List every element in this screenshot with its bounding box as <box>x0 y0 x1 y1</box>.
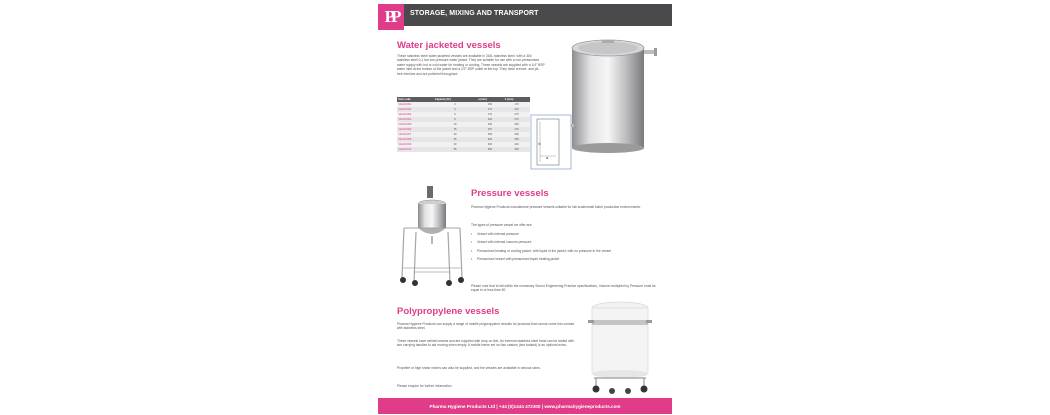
dimension-label-a: a <box>546 155 549 160</box>
table-cell: 330 <box>503 147 530 152</box>
pressure-vessel-image <box>400 184 464 286</box>
table-cell: 440 <box>503 142 530 147</box>
list-item: • Pressurised heating or cooling jacket, with liquid in the jacket, with no pressure in the vessel <box>471 249 656 253</box>
dimension-diagram <box>530 114 572 170</box>
list-item: • Pressurised vessel with pressurised liquid heating jacket <box>471 257 656 261</box>
water-heading: Water jacketed vessels <box>397 40 501 51</box>
list-item: • Vessel with internal pressure <box>471 232 656 236</box>
table-cell: 25 <box>433 137 476 142</box>
poly-paragraph-3: Propeller or high shear mixers can also be supplied, and the vessels are available in various sizes. <box>397 366 541 370</box>
poly-paragraph-2: These vessels have welded seams and are supplied with drop on lids. An external stainless steel band can be added with two carrying handles to aid moving when empty. A mobile frame set on four castors (two braked) is an optional extra. <box>397 339 575 348</box>
table-cell: 300 <box>477 137 503 142</box>
pressure-note: Please note that to fall within the necessary Sound Engineering Practice specifications, Volume multiplied by Pressure must be equal to or less than 50. <box>471 284 656 293</box>
table-cell: 6 <box>433 112 476 117</box>
table-cell: VELWJ009 <box>397 142 433 147</box>
table-cell: VELWJ003 <box>397 112 433 117</box>
table-row <box>397 147 530 152</box>
polypropylene-vessel-image <box>588 300 652 396</box>
table-cell: 170 <box>477 112 503 117</box>
water-body: These stainless steel water jacketed vessels are available in 316L stainless steel, with a 304 stainless steel 0.1 bar low pressure water jacket. They are suitable for use with a non-pressurised water supply with hot or cold water for heating or cooling. These vessels are supplied with a 1/4" BSP water inlet at the bottom of the jacket and a 1/2" BSP outlet at the top. They have crevice- and pit-free interiors and are polished throughout. <box>397 54 545 76</box>
table-cell: 200 <box>477 122 503 127</box>
header-title: STORAGE, MIXING AND TRANSPORT <box>410 10 539 17</box>
table-cell: 30 <box>433 142 476 147</box>
header-bar <box>378 4 672 26</box>
list-item: • Vessel with internal vacuum pressure <box>471 240 656 244</box>
footer-contact: Pharma Hygiene Products Ltd | +44 (0)1444 472300 | www.pharmahygieneproducts.com <box>429 403 621 409</box>
table-cell: 257 <box>477 127 503 132</box>
table-cell: 200 <box>477 117 503 122</box>
table-cell: VELWJ002 <box>397 107 433 112</box>
brochure-page <box>378 0 672 415</box>
table-cell: 3 <box>433 102 476 107</box>
pressure-heading: Pressure vessels <box>471 188 549 199</box>
table-cell: 10 <box>433 122 476 127</box>
table-cell: 270 <box>503 112 530 117</box>
footer-bar <box>378 398 672 414</box>
brand-logo: PP <box>378 4 404 30</box>
dimension-label-b: b <box>538 141 541 146</box>
table-cell: 300 <box>503 132 530 137</box>
table-cell: 300 <box>477 142 503 147</box>
table-cell: 270 <box>503 117 530 122</box>
table-cell: VELWJ007 <box>397 132 433 137</box>
poly-paragraph-4: Please enquire for further information. <box>397 384 453 388</box>
table-cell: VELWJ005 <box>397 122 433 127</box>
poly-heading: Polypropylene vessels <box>397 306 500 317</box>
pressure-intro: Pharma Hygiene Products manufacture pressure vessels suitable for lab scale/small batch production environments. <box>471 205 641 209</box>
table-cell: 150 <box>477 102 503 107</box>
table-cell: 170 <box>477 107 503 112</box>
table-cell: VELWJ008 <box>397 137 433 142</box>
table-cell: 350 <box>477 147 503 152</box>
table-cell: 295 <box>477 132 503 137</box>
pressure-types-list <box>471 232 656 266</box>
table-cell: 360 <box>503 137 530 142</box>
table-cell: 5 <box>433 107 476 112</box>
table-header-row: Item code Capacity (ltr) a (mm) b (mm) <box>397 97 530 102</box>
table-cell: 15 <box>433 127 476 132</box>
table-cell: VELWJ004 <box>397 117 433 122</box>
water-spec-table <box>397 97 530 152</box>
table-cell: 20 <box>433 132 476 137</box>
pressure-types-intro: The types of pressure vessel we offer are: <box>471 223 533 227</box>
table-cell: 8 <box>433 117 476 122</box>
table-cell: VELWJ010 <box>397 147 433 152</box>
table-cell: 35 <box>433 147 476 152</box>
poly-paragraph-1: Pharma Hygiene Products can supply a range of mobile polypropylene vessels for products that cannot come into contact with stainless steel. <box>397 322 575 331</box>
table-cell: 320 <box>503 122 530 127</box>
table-cell: VELWJ001 <box>397 102 433 107</box>
table-cell: 270 <box>503 127 530 132</box>
jacketed-vessel-image <box>568 34 664 154</box>
table-cell: 170 <box>503 102 530 107</box>
table-cell: 220 <box>503 107 530 112</box>
table-cell: VELWJ006 <box>397 127 433 132</box>
